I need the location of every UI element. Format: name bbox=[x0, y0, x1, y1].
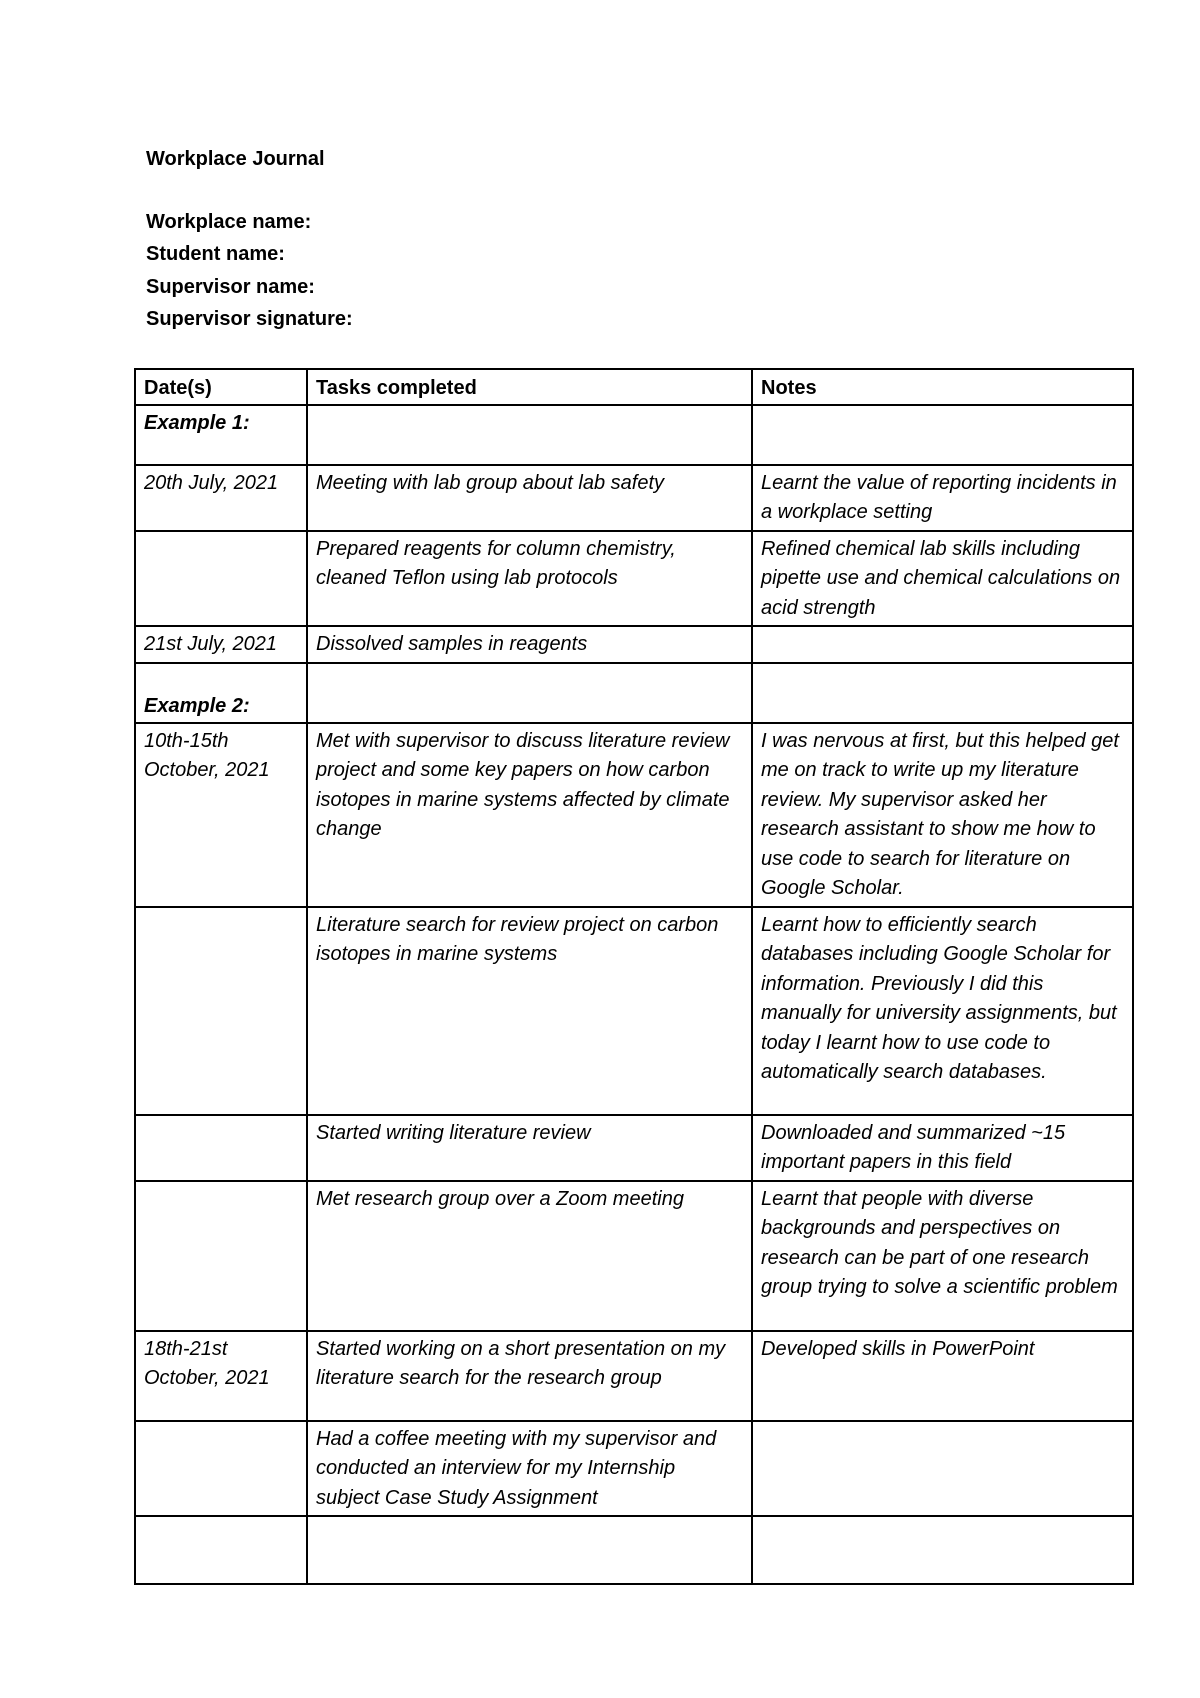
row-date: 10th-15th October, 2021 bbox=[135, 723, 307, 907]
table-row bbox=[135, 1115, 1133, 1181]
table-cell bbox=[752, 1516, 1133, 1584]
table-row bbox=[135, 531, 1133, 627]
header-dates: Date(s) bbox=[135, 369, 307, 405]
header-tasks: Tasks completed bbox=[307, 369, 752, 405]
table-cell bbox=[135, 1516, 307, 1584]
row-notes bbox=[752, 626, 1133, 663]
table-row bbox=[135, 1421, 1133, 1517]
table-row bbox=[135, 465, 1133, 531]
student-name-label: Student name: bbox=[146, 243, 285, 265]
row-task: Started writing literature review bbox=[307, 1115, 752, 1181]
row-date bbox=[135, 1421, 307, 1517]
row-task: Dissolved samples in reagents bbox=[307, 626, 752, 663]
row-notes: Refined chemical lab skills including pipette use and chemical calculations on acid strength bbox=[752, 531, 1133, 627]
table-header-row bbox=[135, 369, 1133, 405]
row-task: Meeting with lab group about lab safety bbox=[307, 465, 752, 531]
row-date: 18th-21st October, 2021 bbox=[135, 1331, 307, 1421]
row-notes: Learnt how to efficiently search databases including Google Scholar for information. Previously I did this manually for university assignments, but today I learnt how to use code to automatically search databases. bbox=[752, 907, 1133, 1115]
row-notes: Learnt that people with diverse backgrounds and perspectives on research can be part of one research group trying to solve a scientific problem bbox=[752, 1181, 1133, 1331]
row-notes bbox=[752, 1421, 1133, 1517]
workplace-name-label: Workplace name: bbox=[146, 211, 312, 233]
empty-row bbox=[135, 1516, 1133, 1584]
row-task: Met research group over a Zoom meeting bbox=[307, 1181, 752, 1331]
table-cell bbox=[307, 405, 752, 465]
row-task: Had a coffee meeting with my supervisor and conducted an interview for my Internship subject Case Study Assignment bbox=[307, 1421, 752, 1517]
supervisor-name-label: Supervisor name: bbox=[146, 276, 315, 298]
document-title: Workplace Journal bbox=[146, 148, 325, 170]
table-cell bbox=[307, 663, 752, 723]
row-task: Prepared reagents for column chemistry, cleaned Teflon using lab protocols bbox=[307, 531, 752, 627]
table-row bbox=[135, 1331, 1133, 1421]
table-row bbox=[135, 626, 1133, 663]
row-notes: Developed skills in PowerPoint bbox=[752, 1331, 1133, 1421]
row-task: Met with supervisor to discuss literature review project and some key papers on how carbon isotopes in marine systems affected by climate change bbox=[307, 723, 752, 907]
row-notes: I was nervous at first, but this helped get me on track to write up my literature review. My supervisor asked her research assistant to show me how to use code to search for literature on Google Scholar. bbox=[752, 723, 1133, 907]
example-2-label: Example 2: bbox=[144, 695, 250, 717]
example-1-row bbox=[135, 405, 1133, 465]
row-date bbox=[135, 907, 307, 1115]
table-row bbox=[135, 723, 1133, 907]
table-cell bbox=[752, 405, 1133, 465]
row-task: Literature search for review project on carbon isotopes in marine systems bbox=[307, 907, 752, 1115]
row-date bbox=[135, 1115, 307, 1181]
table-cell bbox=[307, 1516, 752, 1584]
header-notes: Notes bbox=[752, 369, 1133, 405]
journal-table bbox=[134, 368, 1134, 1585]
row-date bbox=[135, 1181, 307, 1331]
supervisor-signature-label: Supervisor signature: bbox=[146, 308, 353, 330]
row-notes: Learnt the value of reporting incidents in a workplace setting bbox=[752, 465, 1133, 531]
table-row bbox=[135, 1181, 1133, 1331]
row-date bbox=[135, 531, 307, 627]
table-cell bbox=[752, 663, 1133, 723]
example-2-cell bbox=[135, 663, 307, 723]
example-2-row bbox=[135, 663, 1133, 723]
row-notes: Downloaded and summarized ~15 important papers in this field bbox=[752, 1115, 1133, 1181]
table-row bbox=[135, 907, 1133, 1115]
example-1-label: Example 1: bbox=[135, 405, 307, 465]
row-date: 21st July, 2021 bbox=[135, 626, 307, 663]
row-task: Started working on a short presentation on my literature search for the research group bbox=[307, 1331, 752, 1421]
row-date: 20th July, 2021 bbox=[135, 465, 307, 531]
